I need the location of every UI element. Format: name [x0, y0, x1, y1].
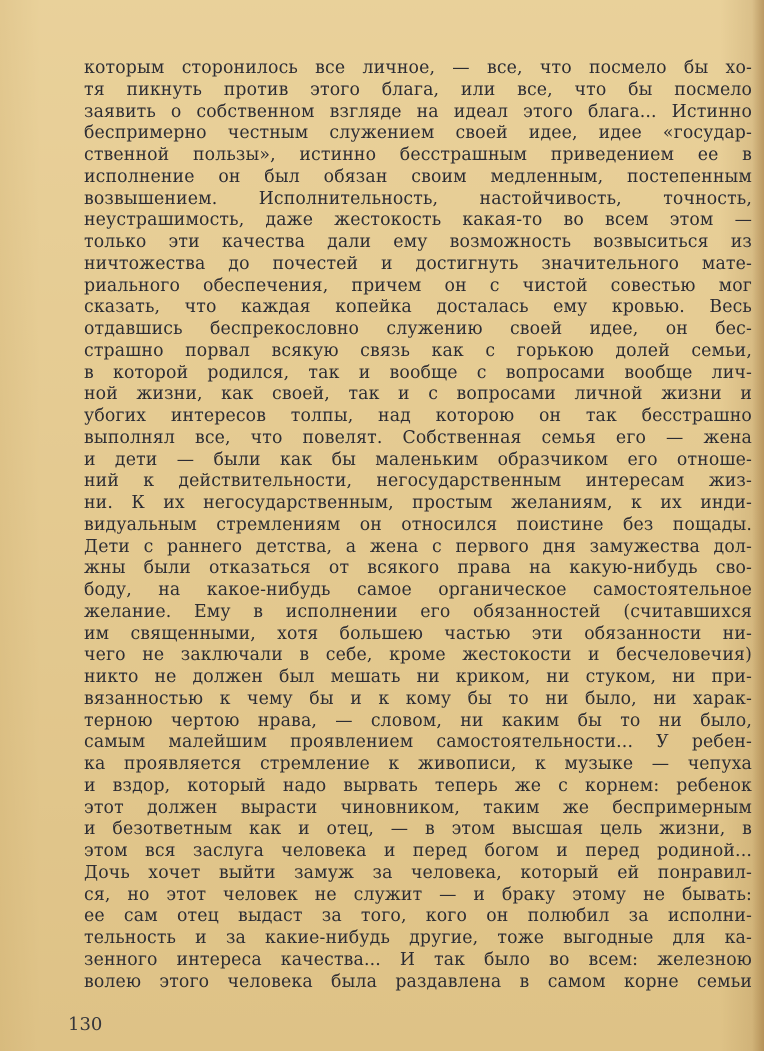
text-line: желание. Ему в исполнении его обязанностей (считавшихся	[84, 601, 752, 622]
text-line: Дочь хочет выйти замуж за человека, который ей понравил-	[84, 862, 752, 883]
text-line: отдавшись беспрекословно служению своей идее, он бес-	[84, 319, 752, 339]
text-line: жны были отказаться от всякого права на какую-нибудь сво-	[84, 558, 752, 579]
text-line: неустрашимость, даже жестокость какая-то во всем этом —	[84, 210, 752, 231]
text-line: им священными, хотя большею частью эти обязанности ни-	[84, 623, 752, 644]
text-line: в которой родился, так и вообще с вопросами вообще лич-	[84, 362, 752, 383]
text-line: ка проявляется стремление к живописи, к музыке — чепуха	[84, 754, 752, 774]
text-line: ний к действительности, негосударственным интересам жиз-	[84, 471, 752, 492]
text-line: зенного интереса качества... И так было во всем: железною	[84, 949, 752, 970]
text-line: волею этого человека была раздавлена в самом корне семьи	[84, 971, 752, 992]
text-line: и безответным как и отец, — в этом высшая цель жизни, в	[84, 819, 752, 840]
text-line: ничтожества до почестей и достигнуть значительного мате-	[84, 253, 752, 274]
text-line: тельность и за какие-нибудь другие, тоже выгодные для ка-	[84, 928, 752, 948]
text-line: риального обеспечения, причем он с чистой совестью мог	[84, 275, 752, 296]
text-line: страшно порвал всякую связь как с горькою долей семьи,	[84, 340, 752, 361]
text-line: возвышением. Исполнительность, настойчивость, точность,	[84, 188, 752, 209]
text-line: и вздор, который надо вырвать теперь же с корнем: ребенок	[84, 775, 752, 796]
text-line: только эти качества дали ему возможность возвыситься из	[84, 232, 752, 252]
page-number: 130	[68, 1014, 103, 1035]
text-line: беспримерно честным служением своей идее, идее «государ-	[84, 123, 752, 144]
text-line: Дети с раннего детства, а жена с первого дня замужества дол-	[84, 536, 752, 557]
text-line: которым сторонилось все личное, — все, что посмело бы хо-	[84, 58, 752, 78]
text-line: ся, но этот человек не служит — и браку этому не бывать:	[84, 884, 752, 905]
text-line: чего не заключали в себе, кроме жестокости и бесчеловечия)	[84, 645, 752, 666]
text-line: самым малейшим проявлением самостоятельности... У ребен-	[84, 732, 752, 753]
text-line: ни. К их негосударственным, простым желаниям, к их инди-	[84, 493, 752, 513]
text-line: ной жизни, как своей, так и с вопросами личной жизни и	[84, 384, 752, 405]
text-line: убогих интересов толпы, над которою он так бесстрашно	[84, 406, 752, 426]
text-line: боду, на какое-нибудь самое органическое самостоятельное	[84, 580, 752, 600]
text-line: терною чертою нрава, — словом, ни каким бы то ни было,	[84, 710, 752, 731]
page-text	[84, 58, 752, 993]
text-line: сказать, что каждая копейка досталась ему кровью. Весь	[84, 297, 752, 318]
text-line: этот должен вырасти чиновником, таким же беспримерным	[84, 797, 752, 818]
text-line: выполнял все, что повелят. Собственная семья его — жена	[84, 427, 752, 448]
text-line: вязанностью к чему бы и к кому бы то ни было, ни харак-	[84, 688, 752, 709]
text-line: никто не должен был мешать ни криком, ни стуком, ни при-	[84, 667, 752, 687]
text-line: видуальным стремлениям он относился поистине без пощады.	[84, 514, 752, 535]
text-line: заявить о собственном взгляде на идеал этого блага... Истинно	[84, 101, 752, 122]
text-line: и дети — были как бы маленьким образчиком его отноше-	[84, 449, 752, 470]
text-line: тя пикнуть против этого блага, или все, что бы посмело	[84, 79, 752, 100]
text-line: исполнение он был обязан своим медленным, постепенным	[84, 166, 752, 187]
text-line: ее сам отец выдаст за того, кого он полюбил за исполни-	[84, 906, 752, 927]
text-line: ственной пользы», истинно бесстрашным приведением ее в	[84, 145, 752, 165]
text-line: этом вся заслуга человека и перед богом и перед родиной...	[84, 841, 752, 861]
